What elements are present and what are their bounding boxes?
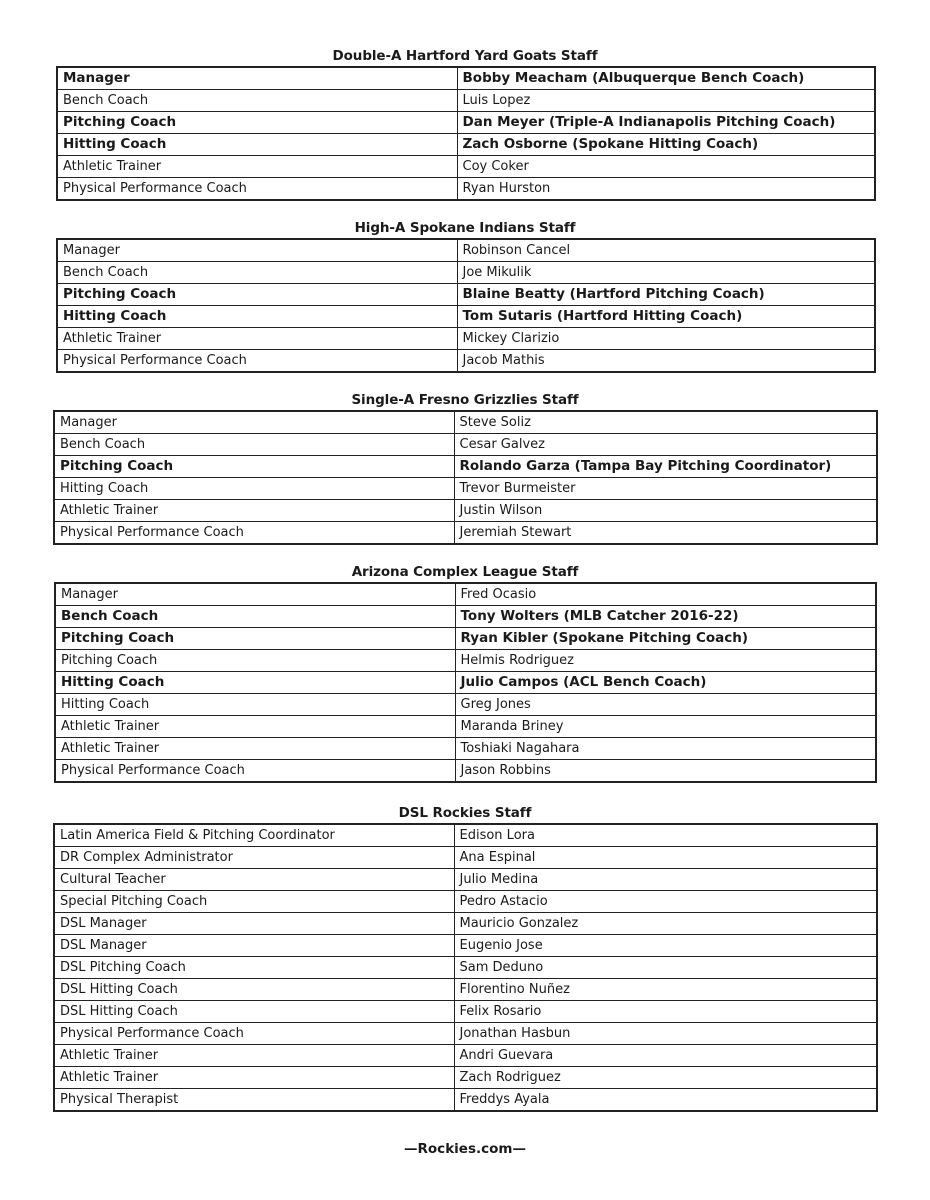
staff-name: Tony Wolters (MLB Catcher 2016-22): [455, 606, 876, 628]
staff-name: Coy Coker: [457, 156, 875, 178]
staff-role: Physical Therapist: [54, 1089, 454, 1112]
staff-name: Florentino Nuñez: [454, 979, 877, 1001]
staff-name: Jonathan Hasbun: [454, 1023, 877, 1045]
staff-role: Hitting Coach: [57, 134, 457, 156]
staff-table: [53, 823, 878, 1112]
staff-row: [57, 90, 875, 112]
staff-name: Ana Espinal: [454, 847, 877, 869]
staff-name: Zach Osborne (Spokane Hitting Coach): [457, 134, 875, 156]
staff-section-high-a-spokane-indians-staff: [0, 218, 930, 373]
staff-row: [55, 628, 876, 650]
staff-row: [54, 1023, 877, 1045]
staff-role: DSL Manager: [54, 935, 454, 957]
staff-role: Physical Performance Coach: [54, 1023, 454, 1045]
staff-role: Cultural Teacher: [54, 869, 454, 891]
staff-role: Pitching Coach: [57, 112, 457, 134]
staff-name: Maranda Briney: [455, 716, 876, 738]
staff-row: [57, 328, 875, 350]
staff-role: Manager: [54, 411, 454, 434]
staff-row: [55, 716, 876, 738]
staff-table: [56, 238, 876, 373]
staff-role: Bench Coach: [55, 606, 455, 628]
staff-row: [55, 583, 876, 606]
staff-name: Edison Lora: [454, 824, 877, 847]
staff-role: Hitting Coach: [57, 306, 457, 328]
staff-name: Ryan Hurston: [457, 178, 875, 201]
staff-role: Athletic Trainer: [55, 716, 455, 738]
staff-name: Toshiaki Nagahara: [455, 738, 876, 760]
staff-name: Jeremiah Stewart: [454, 522, 877, 545]
staff-name: Zach Rodriguez: [454, 1067, 877, 1089]
staff-table: [56, 66, 876, 201]
staff-role: Athletic Trainer: [54, 1067, 454, 1089]
staff-name: Sam Deduno: [454, 957, 877, 979]
staff-role: Special Pitching Coach: [54, 891, 454, 913]
staff-section-dsl-rockies-staff: [0, 803, 930, 1112]
staff-section-double-a-hartford-yard-goats-staff: [0, 46, 930, 201]
staff-row: [55, 672, 876, 694]
staff-role: Hitting Coach: [54, 478, 454, 500]
staff-role: DSL Pitching Coach: [54, 957, 454, 979]
staff-role: Physical Performance Coach: [55, 760, 455, 783]
staff-row: [57, 350, 875, 373]
staff-row: [54, 500, 877, 522]
section-title: Single-A Fresno Grizzlies Staff: [351, 392, 579, 408]
staff-role: Manager: [55, 583, 455, 606]
staff-row: [54, 478, 877, 500]
staff-row: [55, 760, 876, 783]
staff-role: Physical Performance Coach: [54, 522, 454, 545]
staff-row: [57, 284, 875, 306]
staff-row: [54, 1045, 877, 1067]
section-title: Arizona Complex League Staff: [351, 564, 579, 580]
staff-role: Bench Coach: [57, 90, 457, 112]
staff-row: [57, 67, 875, 90]
staff-role: DSL Manager: [54, 913, 454, 935]
staff-name: Trevor Burmeister: [454, 478, 877, 500]
staff-row: [54, 522, 877, 545]
staff-name: Freddys Ayala: [454, 1089, 877, 1112]
staff-name: Jason Robbins: [455, 760, 876, 783]
staff-row: [57, 134, 875, 156]
staff-role: Hitting Coach: [55, 672, 455, 694]
staff-role: Bench Coach: [54, 434, 454, 456]
staff-row: [55, 694, 876, 716]
staff-role: Pitching Coach: [54, 456, 454, 478]
staff-role: Pitching Coach: [57, 284, 457, 306]
staff-table: [53, 410, 878, 545]
staff-name: Dan Meyer (Triple-A Indianapolis Pitching Coach): [457, 112, 875, 134]
staff-row: [54, 1067, 877, 1089]
staff-name: Bobby Meacham (Albuquerque Bench Coach): [457, 67, 875, 90]
staff-role: Athletic Trainer: [54, 500, 454, 522]
staff-row: [54, 456, 877, 478]
staff-row: [55, 606, 876, 628]
source-footer: —Rockies.com—: [404, 1141, 526, 1157]
staff-row: [54, 979, 877, 1001]
staff-table: [54, 582, 877, 783]
staff-row: [54, 434, 877, 456]
staff-name: Greg Jones: [455, 694, 876, 716]
section-title: High-A Spokane Indians Staff: [354, 220, 576, 236]
staff-name: Rolando Garza (Tampa Bay Pitching Coordinator): [454, 456, 877, 478]
staff-row: [54, 824, 877, 847]
staff-role: DSL Hitting Coach: [54, 1001, 454, 1023]
section-title: DSL Rockies Staff: [398, 805, 532, 821]
staff-row: [57, 156, 875, 178]
staff-name: Robinson Cancel: [457, 239, 875, 262]
staff-row: [54, 913, 877, 935]
staff-role: DR Complex Administrator: [54, 847, 454, 869]
staff-role: Athletic Trainer: [54, 1045, 454, 1067]
staff-name: Joe Mikulik: [457, 262, 875, 284]
staff-name: Helmis Rodriguez: [455, 650, 876, 672]
staff-row: [54, 1089, 877, 1112]
staff-row: [54, 411, 877, 434]
staff-name: Blaine Beatty (Hartford Pitching Coach): [457, 284, 875, 306]
staff-role: Latin America Field & Pitching Coordinator: [54, 824, 454, 847]
staff-name: Steve Soliz: [454, 411, 877, 434]
staff-row: [54, 1001, 877, 1023]
staff-name: Ryan Kibler (Spokane Pitching Coach): [455, 628, 876, 650]
staff-role: Pitching Coach: [55, 628, 455, 650]
staff-section-single-a-fresno-grizzlies-staff: [0, 390, 930, 545]
staff-role: Manager: [57, 67, 457, 90]
staff-name: Pedro Astacio: [454, 891, 877, 913]
staff-row: [57, 112, 875, 134]
staff-role: Athletic Trainer: [57, 328, 457, 350]
staff-name: Tom Sutaris (Hartford Hitting Coach): [457, 306, 875, 328]
staff-name: Felix Rosario: [454, 1001, 877, 1023]
staff-row: [54, 957, 877, 979]
staff-name: Luis Lopez: [457, 90, 875, 112]
staff-role: Athletic Trainer: [55, 738, 455, 760]
staff-name: Eugenio Jose: [454, 935, 877, 957]
staff-role: Pitching Coach: [55, 650, 455, 672]
staff-row: [57, 306, 875, 328]
staff-row: [54, 935, 877, 957]
staff-name: Mauricio Gonzalez: [454, 913, 877, 935]
staff-row: [55, 650, 876, 672]
staff-role: DSL Hitting Coach: [54, 979, 454, 1001]
staff-role: Hitting Coach: [55, 694, 455, 716]
staff-role: Athletic Trainer: [57, 156, 457, 178]
staff-row: [54, 891, 877, 913]
staff-row: [54, 847, 877, 869]
staff-section-arizona-complex-league-staff: [0, 562, 930, 783]
staff-role: Physical Performance Coach: [57, 350, 457, 373]
staff-row: [55, 738, 876, 760]
staff-name: Cesar Galvez: [454, 434, 877, 456]
staff-name: Julio Medina: [454, 869, 877, 891]
staff-row: [54, 869, 877, 891]
staff-role: Bench Coach: [57, 262, 457, 284]
staff-name: Justin Wilson: [454, 500, 877, 522]
staff-name: Andri Guevara: [454, 1045, 877, 1067]
staff-row: [57, 239, 875, 262]
staff-role: Manager: [57, 239, 457, 262]
staff-name: Jacob Mathis: [457, 350, 875, 373]
staff-row: [57, 178, 875, 201]
staff-role: Physical Performance Coach: [57, 178, 457, 201]
staff-name: Fred Ocasio: [455, 583, 876, 606]
staff-name: Mickey Clarizio: [457, 328, 875, 350]
staff-name: Julio Campos (ACL Bench Coach): [455, 672, 876, 694]
staff-row: [57, 262, 875, 284]
section-title: Double-A Hartford Yard Goats Staff: [332, 48, 598, 64]
